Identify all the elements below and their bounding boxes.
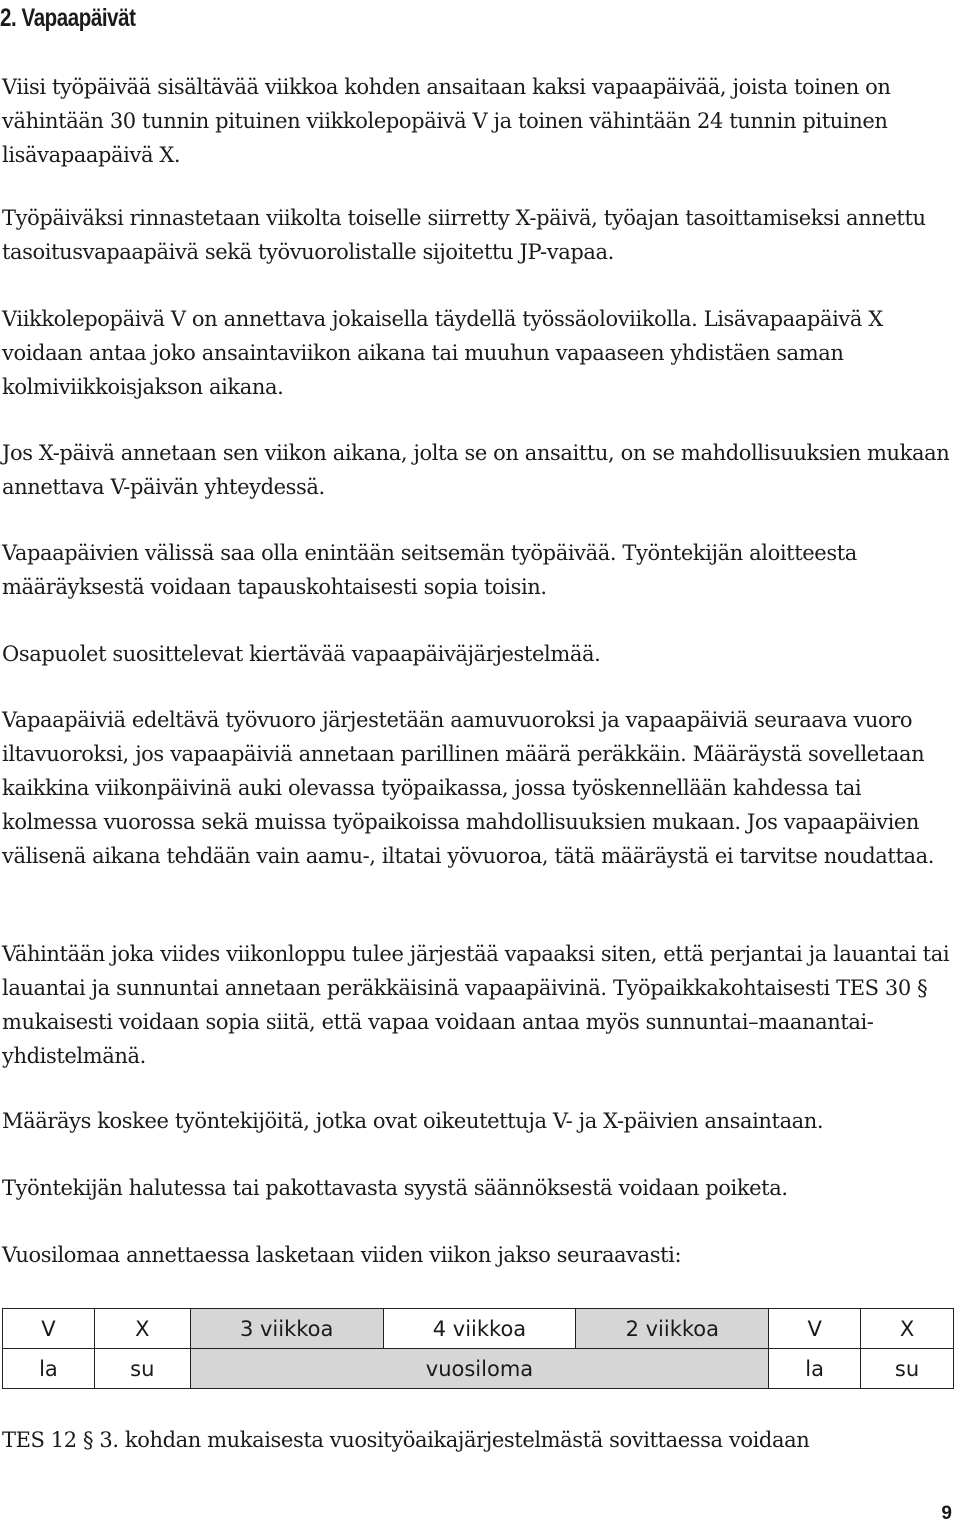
table-cell: 3 viikkoa [190, 1309, 383, 1349]
paragraph-weekends: Vähintään joka viides viikonloppu tulee järjestää vapaaksi siten, että perjantai ja lauantai tai lauantai ja sunnuntai annetaan peräkkäisinä vapaapäivinä. Työpaikkakohtaisesti TES 30 § mukaisesti voidaan sopia siitä, että vapaa voidaan antaa myös sunnuntai–maanantai-yhdistelmänä. [2, 942, 950, 1068]
paragraph-x-day-timing: Jos X-päivä annetaan sen viikon aikana, jolta se on ansaittu, on se mahdollisuuksien mukaan annettava V-päivän yhteydessä. [2, 441, 950, 499]
table-cell: la [3, 1349, 95, 1389]
paragraph-annual-worktime: TES 12 § 3. kohdan mukaisesta vuosityöaikajärjestelmästä sovittaessa voidaan [2, 1428, 810, 1452]
table-cell: 2 viikkoa [576, 1309, 769, 1349]
paragraph-earning: Viisi työpäivää sisältävää viikkoa kohden ansaitaan kaksi vapaapäivää, joista toinen on vähintään 30 tunnin pituinen viikkolepopäivä V ja toinen vähintään 24 tunnin pituinen lisävapaapäivä X. [2, 75, 891, 167]
table-cell: su [861, 1349, 954, 1389]
vacation-schedule-table [2, 1308, 954, 1389]
section-heading: 2. Vapaapäivät [0, 4, 136, 32]
table-cell: X [861, 1309, 954, 1349]
paragraph-weekly-rest: Viikkolepopäivä V on annettava jokaisella täydellä työssäoloviikolla. Lisävapaapäivä X voidaan antaa joko ansaintaviikon aikana tai muuhun vapaaseen yhdistäen saman kolmiviikkoisjakson aikana. [2, 307, 883, 399]
paragraph-recommendation: Osapuolet suosittelevat kiertävää vapaapäiväjärjestelmää. [2, 642, 601, 666]
paragraph-max-workdays: Vapaapäivien välissä saa olla enintään seitsemän työpäivää. Työntekijän aloitteesta määräyksestä voidaan tapauskohtaisesti sopia toisin. [2, 541, 857, 599]
paragraph-shift-order: Vapaapäiviä edeltävä työvuoro järjestetään aamuvuoroksi ja vapaapäiviä seuraava vuoro iltavuoroksi, jos vapaapäiviä annetaan parillinen määrä peräkkäin. Määräystä sovelletaan kaikkina viikonpäivinä auki olevassa työpaikassa, jossa työskennellään kahdessa tai kolmessa vuorossa sekä muissa työpaikoissa mahdollisuuksien mukaan. Jos vapaapäivien välisenä aikana tehdään vain aamu-, iltatai yövuoroa, tätä määräystä ei tarvitse noudattaa. [2, 708, 935, 868]
table-cell: su [94, 1349, 190, 1389]
table-row [3, 1309, 954, 1349]
paragraph-scope: Määräys koskee työntekijöitä, jotka ovat oikeutettuja V- ja X-päivien ansaintaan. [2, 1109, 824, 1133]
table-cell: V [769, 1309, 861, 1349]
table-row [3, 1349, 954, 1389]
table-cell: V [3, 1309, 95, 1349]
table-cell-vacation: vuosiloma [190, 1349, 768, 1389]
paragraph-vacation-intro: Vuosilomaa annettaessa lasketaan viiden viikon jakso seuraavasti: [2, 1243, 682, 1267]
paragraph-exceptions: Työntekijän halutessa tai pakottavasta syystä säännöksestä voidaan poiketa. [2, 1176, 788, 1200]
table-cell: 4 viikkoa [383, 1309, 576, 1349]
page-number: 9 [941, 1503, 952, 1524]
table-cell: X [94, 1309, 190, 1349]
table-cell: la [769, 1349, 861, 1389]
paragraph-equivalent-workdays: Työpäiväksi rinnastetaan viikolta toiselle siirretty X-päivä, työajan tasoittamiseksi annettu tasoitusvapaapäivä sekä työvuorolistalle sijoitettu JP-vapaa. [2, 206, 926, 264]
